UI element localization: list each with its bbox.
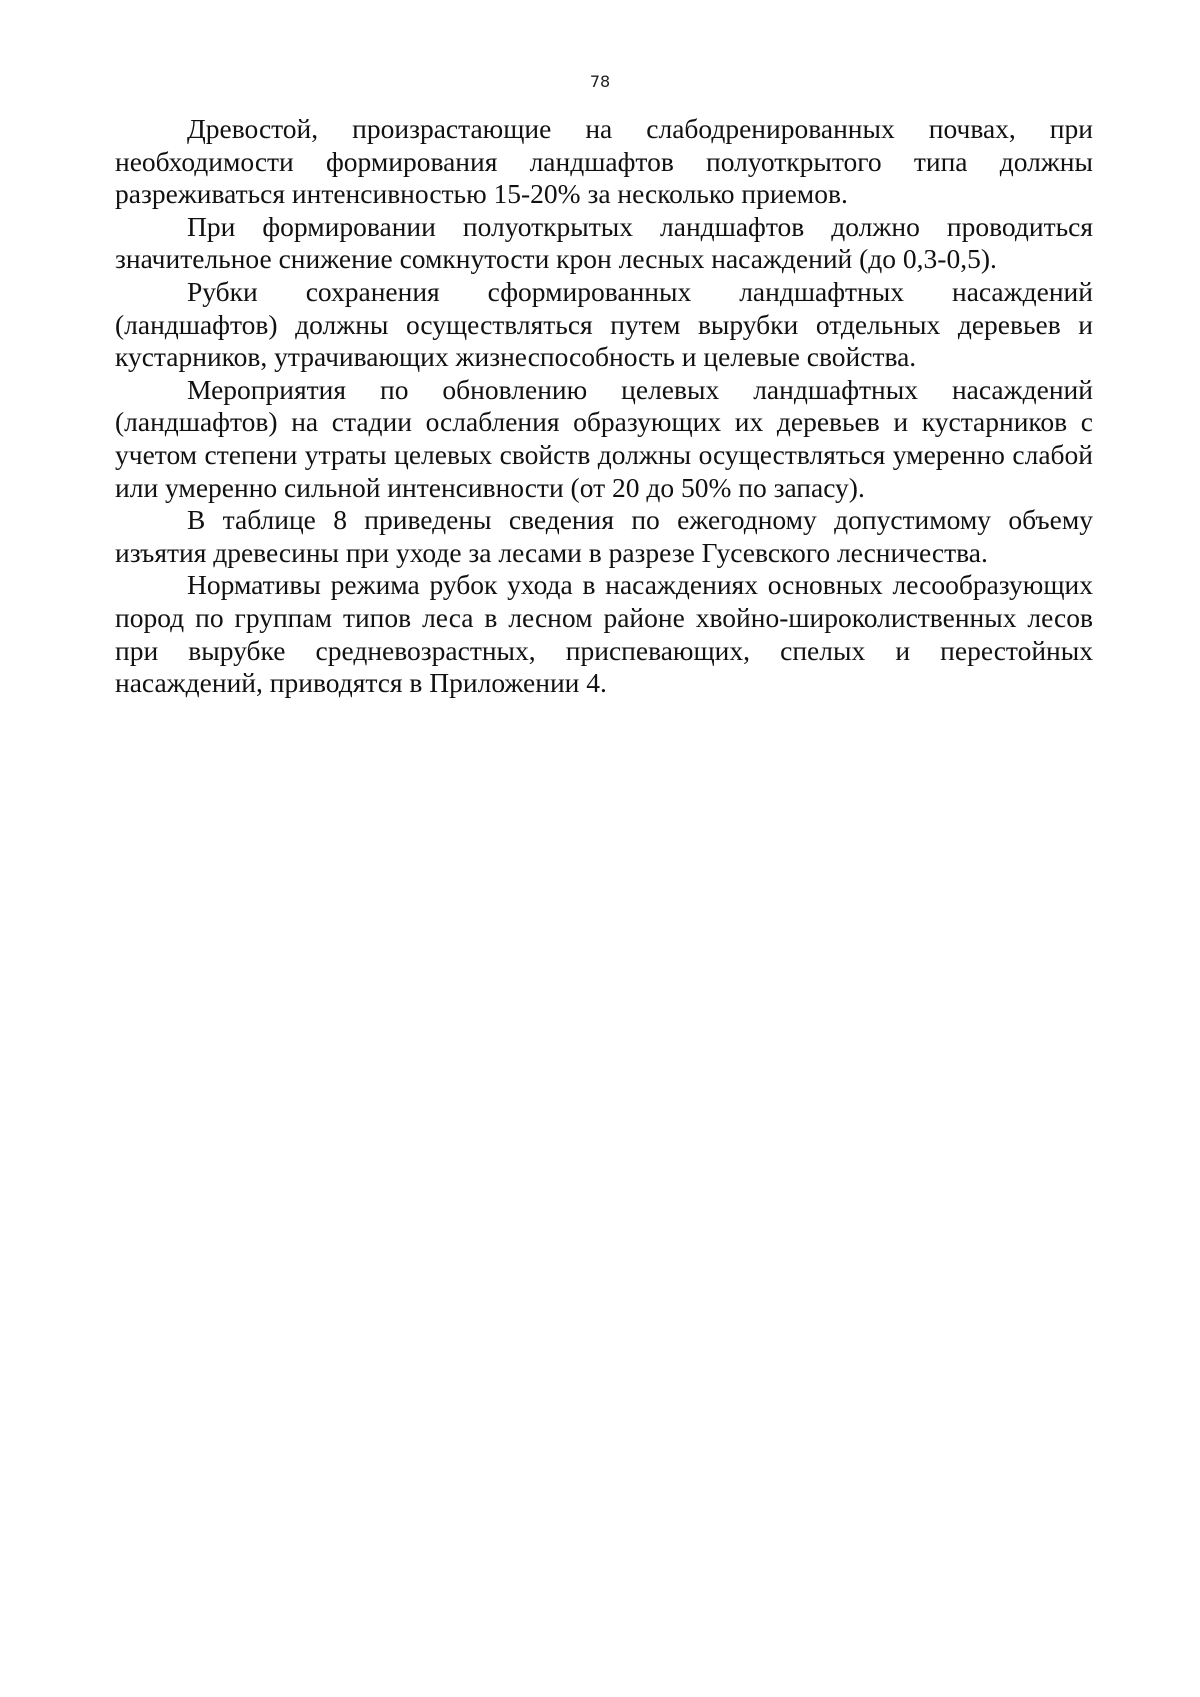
paragraph-6: Нормативы режима рубок ухода в насаждениях основных лесообразующих пород по группам типов леса в лесном районе хвойно-широколиственных лесов при вырубке средневозрастных, приспевающих, спелых и перестойных насаждений, приводятся в Приложении 4. bbox=[115, 569, 1093, 699]
document-body bbox=[115, 113, 1093, 700]
paragraph-1: Древостой, произрастающие на слабодренированных почвах, при необходимости формирования ландшафтов полуоткрытого типа должны разреживаться интенсивностью 15-20% за несколько приемов. bbox=[115, 113, 1093, 210]
paragraph-3: Рубки сохранения сформированных ландшафтных насаждений (ландшафтов) должны осуществляться путем вырубки отдельных деревьев и кустарников, утрачивающих жизнеспособность и целевые свойства. bbox=[115, 275, 1093, 373]
page-number: 78 bbox=[589, 72, 611, 91]
paragraph-4: Мероприятия по обновлению целевых ландшафтных насаждений (ландшафтов) на стадии ослабления образующих их деревьев и кустарников с учетом степени утраты целевых свойств должны осуществляться умеренно слабой или умеренно сильной интенсивности (от 20 до 50% по запасу). bbox=[115, 373, 1093, 503]
paragraph-5: В таблице 8 приведены сведения по ежегодному допустимому объему изъятия древесины при уходе за лесами в разрезе Гусевского лесничества. bbox=[115, 504, 1093, 568]
paragraph-2: При формировании полуоткрытых ландшафтов должно проводиться значительное снижение сомкнутости крон лесных насаждений (до 0,3-0,5). bbox=[115, 210, 1093, 275]
